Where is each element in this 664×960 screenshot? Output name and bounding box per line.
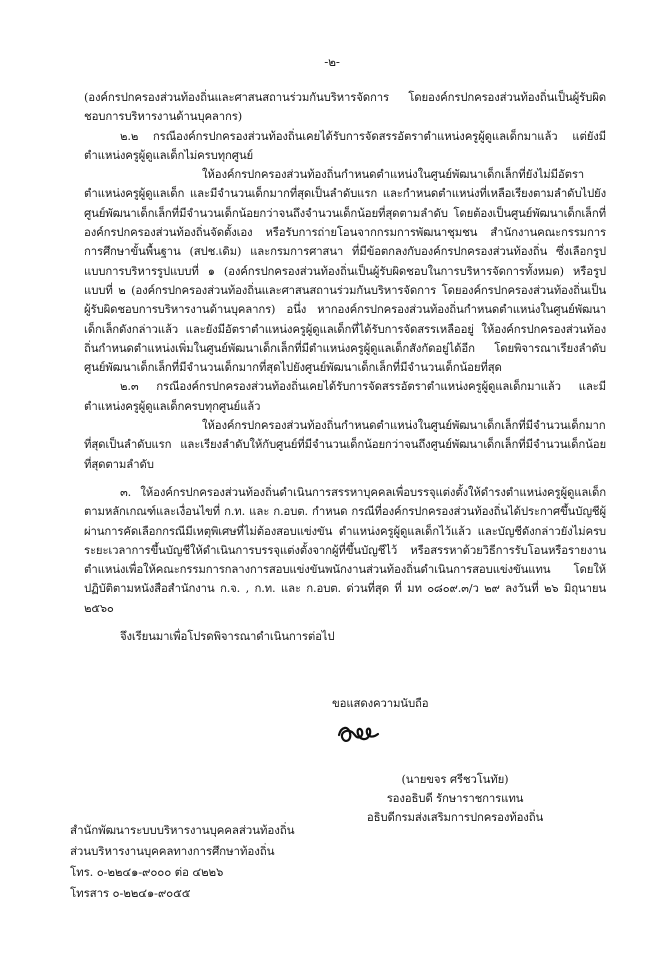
signer-organization: อธิบดีกรมส่งเสริมการปกครองท้องถิ่น	[366, 810, 544, 824]
paragraph-section-2-3: ๒.๓ กรณีองค์กรปกครองส่วนท้องถิ่นเคยได้รับการจัดสรรอัตราตำแหน่งครูผู้ดูแลเด็กมาแล้ว และมีตำแหน่งครูผู้ดูแลเด็กครบทุกศูนย์แล้ว	[84, 379, 606, 413]
paragraph-request: จึงเรียนมาเพื่อโปรดพิจารณาดำเนินการต่อไป	[120, 629, 335, 644]
footer-fax: โทรสาร ๐-๒๒๔๑-๙๐๕๕	[70, 886, 191, 900]
signer-position: รองอธิบดี รักษาราชการแทน	[386, 791, 524, 805]
page-number: -๒-	[324, 55, 340, 69]
paragraph-continuation: (องค์กรปกครองส่วนท้องถิ่นและศาสนสถานร่วมกันบริหารจัดการ โดยองค์กรปกครองส่วนท้องถิ่นเป็นผู้รับผิดชอบการบริหารงานด้านบุคลากร)	[84, 90, 606, 124]
contact-footer	[70, 820, 294, 904]
signer-block	[0, 770, 620, 827]
document-body	[84, 88, 606, 646]
signer-name: (นายขจร ศรีชวโนทัย)	[401, 772, 509, 786]
paragraph-section-2-2-detail: ให้องค์กรปกครองส่วนท้องถิ่นกำหนดตำแหน่งในศูนย์พัฒนาเด็กเล็กที่ยังไม่มีอัตราตำแหน่งครูผู้ดูแลเด็ก และมีจำนวนเด็กมากที่สุดเป็นลำดับแรก และกำหนดตำแหน่งที่เหลือเรียงตามลำดับไปยังศูนย์พัฒนาเด็กเล็กที่มีจำนวนเด็กน้อยกว่าจนถึงจำนวนเด็กน้อยที่สุดตามลำดับ โดยต้องเป็นศูนย์พัฒนาเด็กเล็กที่องค์กรปกครองส่วนท้องถิ่นจัดตั้งเอง หรือรับการถ่ายโอนจากกรมการพัฒนาชุมชน สำนักงานคณะกรรมการการศึกษาขั้นพื้นฐาน (สปช.เดิม) และกรมการศาสนา ที่มีข้อตกลงกับองค์กรปกครองส่วนท้องถิ่น ซึ่งเลือกรูปแบบการบริหารรูปแบบที่ ๑ (องค์กรปกครองส่วนท้องถิ่นเป็นผู้รับผิดชอบในการบริหารจัดการทั้งหมด) หรือรูปแบบที่ ๒ (องค์กรปกครองส่วนท้องถิ่นและศาสนสถานร่วมกันบริหารจัดการ โดยองค์กรปกครองส่วนท้องถิ่นเป็นผู้รับผิดชอบการบริหารงานด้านบุคลากร) อนึ่ง หากองค์กรปกครองส่วนท้องถิ่นกำหนดตำแหน่งในศูนย์พัฒนาเด็กเล็กดังกล่าวแล้ว และยังมีอัตราตำแหน่งครูผู้ดูแลเด็กที่ได้รับการจัดสรรเหลืออยู่ ให้องค์กรปกครองส่วนท้องถิ่นกำหนดตำแหน่งเพิ่มในศูนย์พัฒนาเด็กเล็กที่มีตำแหน่งครูผู้ดูแลเด็กสังกัดอยู่ได้อีก โดยพิจารณาเรียงลำดับศูนย์พัฒนาเด็กเล็กที่มีจำนวนเด็กมากที่สุดไปยังศูนย์พัฒนาเด็กเล็กที่มีจำนวนเด็กน้อยที่สุด	[84, 167, 606, 375]
paragraph-section-2-2: ๒.๒ กรณีองค์กรปกครองส่วนท้องถิ่นเคยได้รับการจัดสรรอัตราตำแหน่งครูผู้ดูแลเด็กมาแล้ว แต่ยังมีตำแหน่งครูผู้ดูแลเด็กไม่ครบทุกศูนย์	[84, 128, 606, 162]
footer-phone: โทร. ๐-๒๒๔๑-๙๐๐๐ ต่อ ๔๒๒๖	[70, 865, 224, 879]
paragraph-section-3: ๓. ให้องค์กรปกครองส่วนท้องถิ่นดำเนินการสรรหาบุคคลเพื่อบรรจุแต่งตั้งให้ดำรงตำแหน่งครูผู้ดูแลเด็กตามหลักเกณฑ์และเงื่อนไขที่ ก.ท. และ ก.อบต. กำหนด กรณีที่องค์กรปกครองส่วนท้องถิ่นได้ประกาศขึ้นบัญชีผู้ผ่านการคัดเลือกกรณีมีเหตุพิเศษที่ไม่ต้องสอบแข่งขัน ตำแหน่งครูผู้ดูแลเด็กไว้แล้ว และบัญชีดังกล่าวยังไม่ครบระยะเวลาการขึ้นบัญชีให้ดำเนินการบรรจุแต่งตั้งจากผู้ที่ขึ้นบัญชีไว้ หรือสรรหาด้วยวิธีการรับโอนหรือรายงานตำแหน่งเพื่อให้คณะกรรมการกลางการสอบแข่งขันพนักงานส่วนท้องถิ่นดำเนินการสอบแข่งขันแทน โดยให้ปฏิบัติตามหนังสือสำนักงาน ก.จ. , ก.ท. และ ก.อบต. ด่วนที่สุด ที่ มท ๐๘๐๙.๓/ว ๒๙ ลงวันที่ ๒๖ มิถุนายน ๒๕๖๐	[84, 484, 606, 615]
footer-division: ส่วนบริหารงานบุคคลทางการศึกษาท้องถิ่น	[70, 844, 275, 858]
handwritten-signature	[335, 717, 381, 747]
closing-salutation: ขอแสดงความนับถือ	[332, 696, 429, 710]
footer-office: สำนักพัฒนาระบบบริหารงานบุคคลส่วนท้องถิ่น	[70, 823, 295, 837]
paragraph-section-2-3-detail: ให้องค์กรปกครองส่วนท้องถิ่นกำหนดตำแหน่งในศูนย์พัฒนาเด็กเล็กที่มีจำนวนเด็กมากที่สุดเป็นลำดับแรก และเรียงลำดับให้กับศูนย์ที่มีจำนวนเด็กน้อยกว่าจนถึงศูนย์พัฒนาเด็กเล็กที่มีจำนวนเด็กน้อยที่สุดตามลำดับ	[84, 418, 606, 471]
